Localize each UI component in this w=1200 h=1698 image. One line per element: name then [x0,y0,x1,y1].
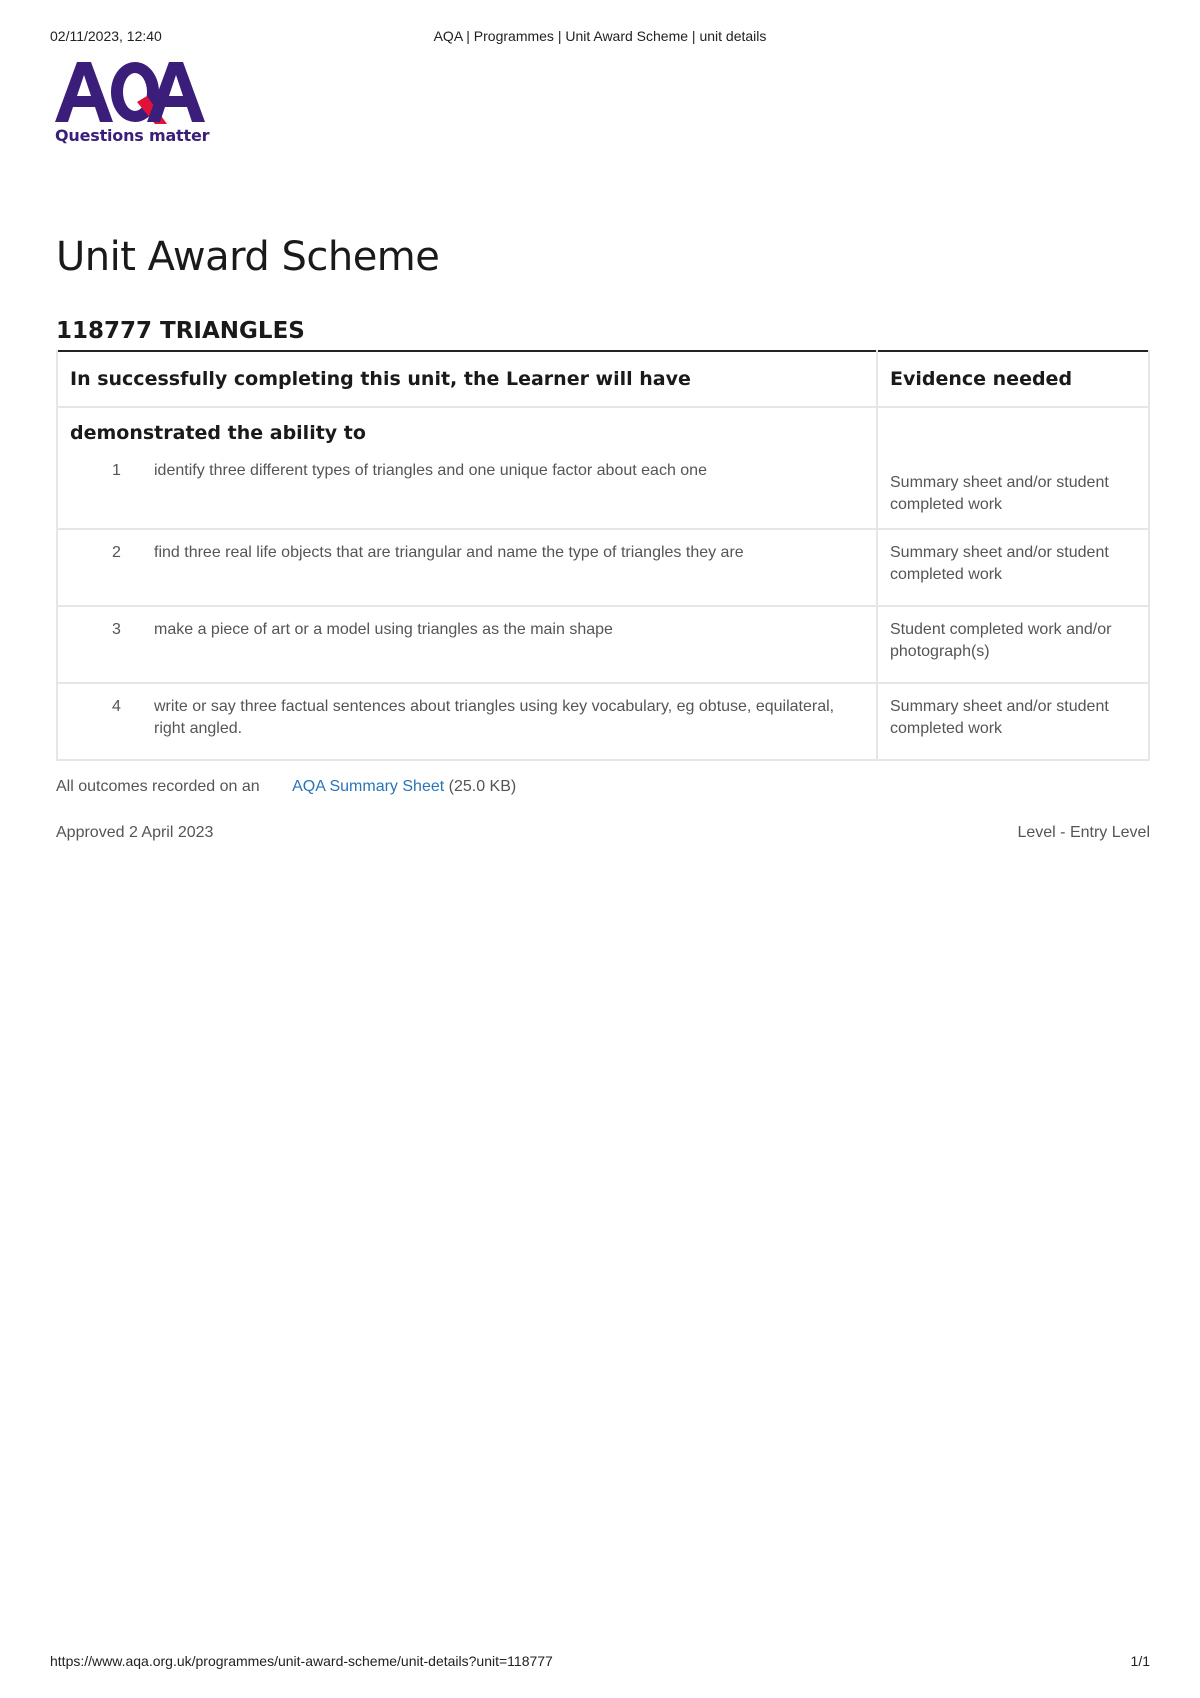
intro-text: demonstrated the ability to [70,422,366,444]
page-number: 1/1 [1130,1653,1150,1669]
outcome-number: 4 [112,698,121,715]
outcome-text: find three real life objects that are triangular and name the type of triangles they are [154,544,744,561]
header-evidence: Evidence needed [877,351,1149,407]
evidence-cell: Summary sheet and/or student completed work [877,407,1149,529]
recorded-prefix: All outcomes recorded on an [56,778,260,795]
summary-sheet-link[interactable]: AQA Summary Sheet [292,778,445,795]
outcome-number: 1 [112,462,121,479]
approved-date: Approved 2 April 2023 [56,824,214,841]
evidence-cell: Summary sheet and/or student completed work [877,683,1149,760]
print-header [50,28,1150,48]
unit-level: Level - Entry Level [1017,824,1150,841]
outcome-cell [57,606,877,683]
unit-title: 118777 TRIANGLES [56,318,305,344]
outcome-text: make a piece of art or a model using triangles as the main shape [154,621,613,638]
print-url: https://www.aqa.org.uk/programmes/unit-award-scheme/unit-details?unit=118777 [50,1653,553,1669]
outcome-text: identify three different types of triangles and one unique factor about each one [154,462,707,479]
outcome-item [70,542,864,564]
print-datetime: 02/11/2023, 12:40 [50,28,162,44]
print-document-title: AQA | Programmes | Unit Award Scheme | unit details [433,28,767,44]
outcome-cell [57,529,877,606]
table-header-row [57,351,1149,407]
table-row [57,606,1149,683]
outcome-cell [57,683,877,760]
table-row [57,683,1149,760]
outcome-number: 2 [112,544,121,561]
recorded-note [56,778,516,796]
aqa-wordmark-icon [55,62,205,126]
outcome-text: write or say three factual sentences about triangles using key vocabulary, eg obtuse, equilateral, right angled. [154,698,835,737]
outcomes-table [56,350,1150,761]
header-main: In successfully completing this unit, the Learner will have [57,351,877,407]
table-row [57,407,1149,529]
outcome-item [70,460,864,482]
file-size: (25.0 KB) [448,778,517,795]
outcome-item [70,696,864,740]
table-row [57,529,1149,606]
outcome-number: 3 [112,621,121,638]
evidence-cell: Student completed work and/or photograph(s) [877,606,1149,683]
outcome-cell [57,407,877,529]
evidence-cell: Summary sheet and/or student completed work [877,529,1149,606]
outcome-item [70,619,864,641]
aqa-logo[interactable] [55,62,210,152]
page-title: Unit Award Scheme [56,234,440,280]
logo-tagline: Questions matter [55,126,210,145]
